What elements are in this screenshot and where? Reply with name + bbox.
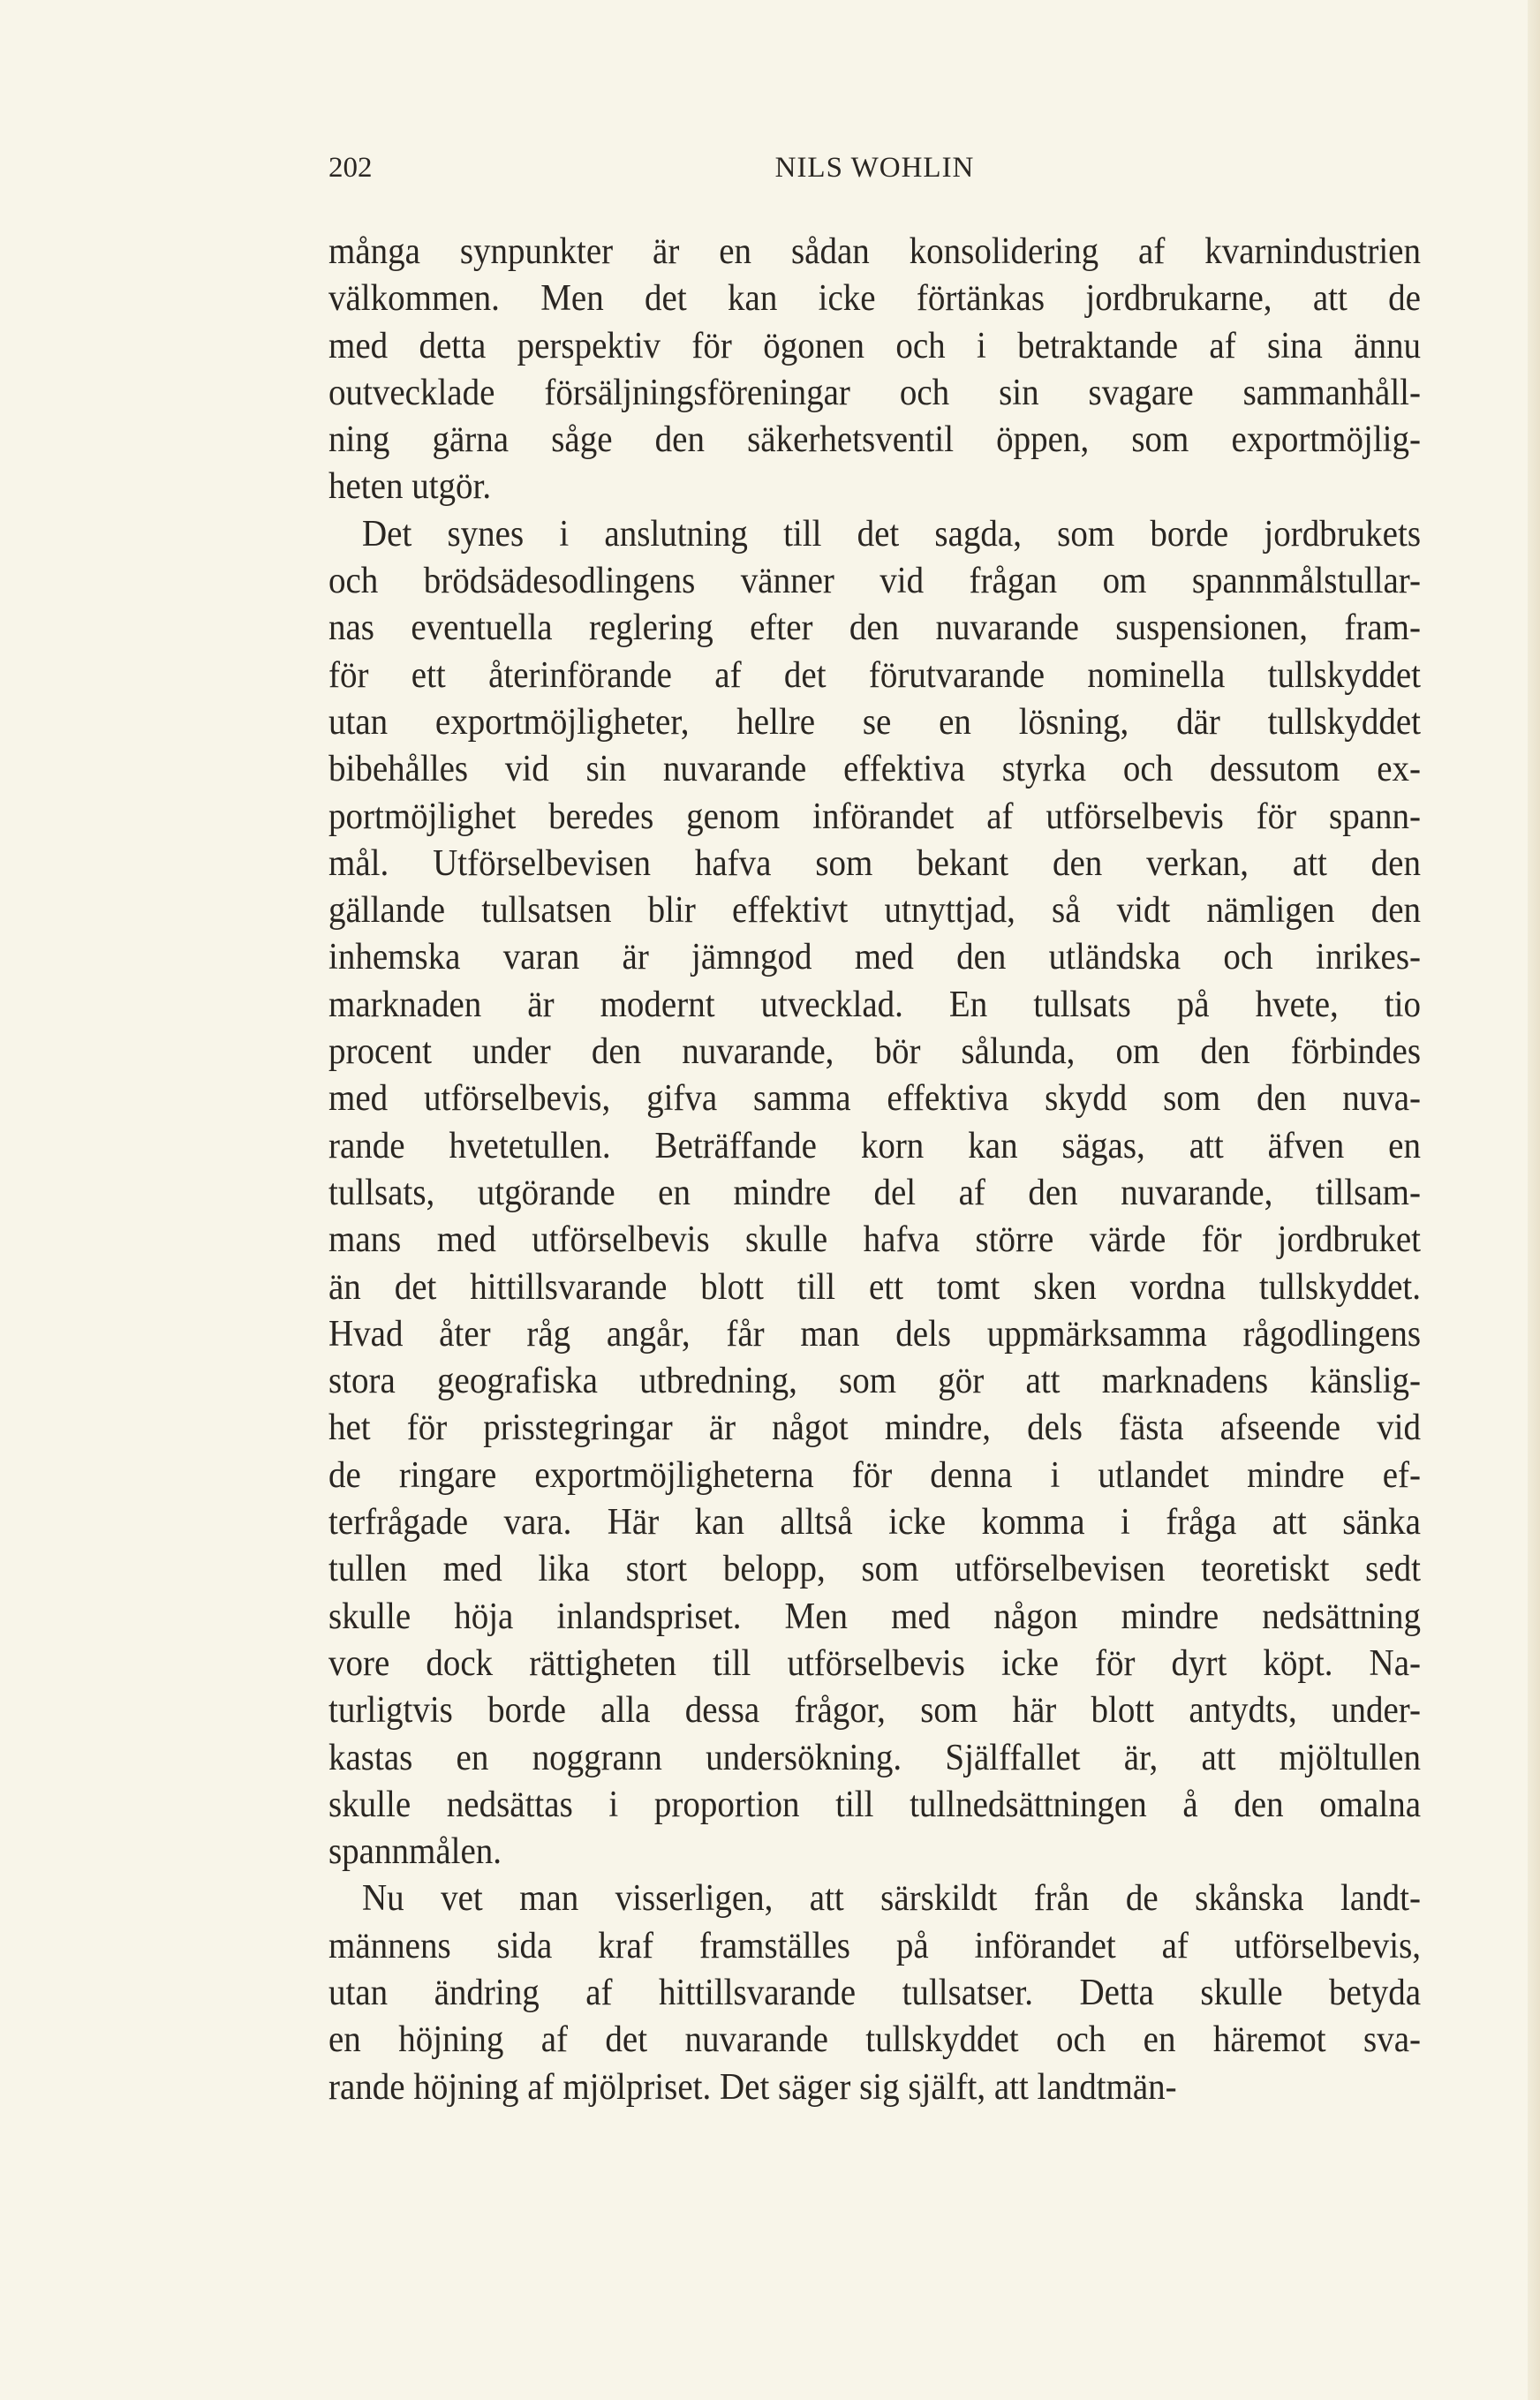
text-line: mans med utförselbevis skulle hafva större värde för jordbruket [328,1219,1421,1260]
text-line: tullsats, utgörande en mindre del af den nuvarande, tillsam- [328,1172,1421,1213]
text-line: inhemska varan är jämngod med den utländska och inrikes- [328,936,1421,978]
text-line: med utförselbevis, gifva samma effektiva skydd som den nuva- [328,1077,1421,1120]
text-line: outvecklade försäljningsföreningar och sin svagare sammanhåll- [328,372,1421,413]
text-line: kastas en noggrann undersökning. Själffallet är, att mjöltullen [328,1736,1421,1778]
text-line: skulle nedsättas i proportion till tullnedsättningen å den omalna [328,1784,1421,1825]
paragraph [328,1875,1421,2109]
text-line: procent under den nuvarande, bör sålunda, om den förbindes [328,1030,1421,1072]
text-line: rande hvetetullen. Beträffande korn kan sägas, att äfven en [328,1124,1421,1166]
running-head-title: NILS WOHLIN [774,152,975,184]
text-line: vore dock rättigheten till utförselbevis icke för dyrt köpt. Na- [328,1642,1421,1684]
text-line: männens sida kraf framställes på införandet af utförselbevis, [328,1924,1421,1966]
text-line: än det hittillsvarande blott till ett tomt sken vordna tullskyddet. [328,1265,1421,1308]
text-line: portmöjlighet beredes genom införandet af utförselbevis för spann- [328,795,1421,837]
text-line: spannmålen. [328,1830,502,1872]
text-line: stora geografiska utbredning, som gör att marknadens känslig- [328,1360,1421,1401]
text-line: rande höjning af mjölpriset. Det säger sig själft, att landtmän- [328,2065,1177,2108]
text-line: Det synes i anslutning till det sagda, som borde jordbrukets [362,513,1421,555]
running-head [328,152,1421,196]
text-line: med detta perspektiv för ögonen och i betraktande af sina ännu [328,324,1421,366]
text-line: skulle höja inlandspriset. Men med någon mindre nedsättning [328,1595,1421,1637]
text-line: Hvad åter råg angår, får man dels uppmärksamma rågodlingens [328,1313,1421,1355]
paragraph [328,510,1421,1875]
text-line: Nu vet man visserligen, att särskildt från de skånska landt- [362,1877,1421,1920]
text-line: het för prisstegringar är något mindre, dels fästa afseende vid [328,1407,1421,1449]
text-line: nas eventuella reglering efter den nuvarande suspensionen, fram- [328,607,1421,649]
text-line: utan exportmöjligheter, hellre se en lösning, där tullskyddet [328,701,1421,743]
text-line: gällande tullsatsen blir effektivt utnyttjad, så vidt nämligen den [328,889,1421,931]
text-line: mål. Utförselbevisen hafva som bekant den verkan, att den [328,842,1421,884]
text-line: terfrågade vara. Här kan alltså icke komma i fråga att sänka [328,1501,1421,1543]
text-line: många synpunkter är en sådan konsolidering af kvarnindustrien [328,230,1421,272]
text-line: och brödsädesodlingens vänner vid frågan om spannmålstullar- [328,560,1421,601]
text-line: bibehålles vid sin nuvarande effektiva styrka och dessutom ex- [328,748,1421,789]
text-line: heten utgör. [328,465,492,508]
page-edge [1528,0,1540,2400]
paragraph [328,228,1421,510]
body-text [328,228,1421,2110]
text-line: turligtvis borde alla dessa frågor, som här blott antydts, under- [328,1689,1421,1731]
text-line: ning gärna såge den säkerhetsventil öppen, som exportmöjlig- [328,419,1421,460]
text-line: en höjning af det nuvarande tullskyddet och en häremot sva- [328,2019,1421,2060]
text-line: för ett återinförande af det förutvarande nominella tullskyddet [328,653,1421,696]
text-line: utan ändring af hittillsvarande tullsatser. Detta skulle betyda [328,1972,1421,2013]
text-line: tullen med lika stort belopp, som utförselbevisen teoretiskt sedt [328,1548,1421,1590]
text-line: marknaden är modernt utvecklad. En tullsats på hvete, tio [328,984,1421,1025]
text-line: de ringare exportmöjligheterna för denna i utlandet mindre ef- [328,1453,1421,1496]
text-line: välkommen. Men det kan icke förtänkas jordbrukarne, att de [328,277,1421,320]
page-number: 202 [328,152,373,184]
